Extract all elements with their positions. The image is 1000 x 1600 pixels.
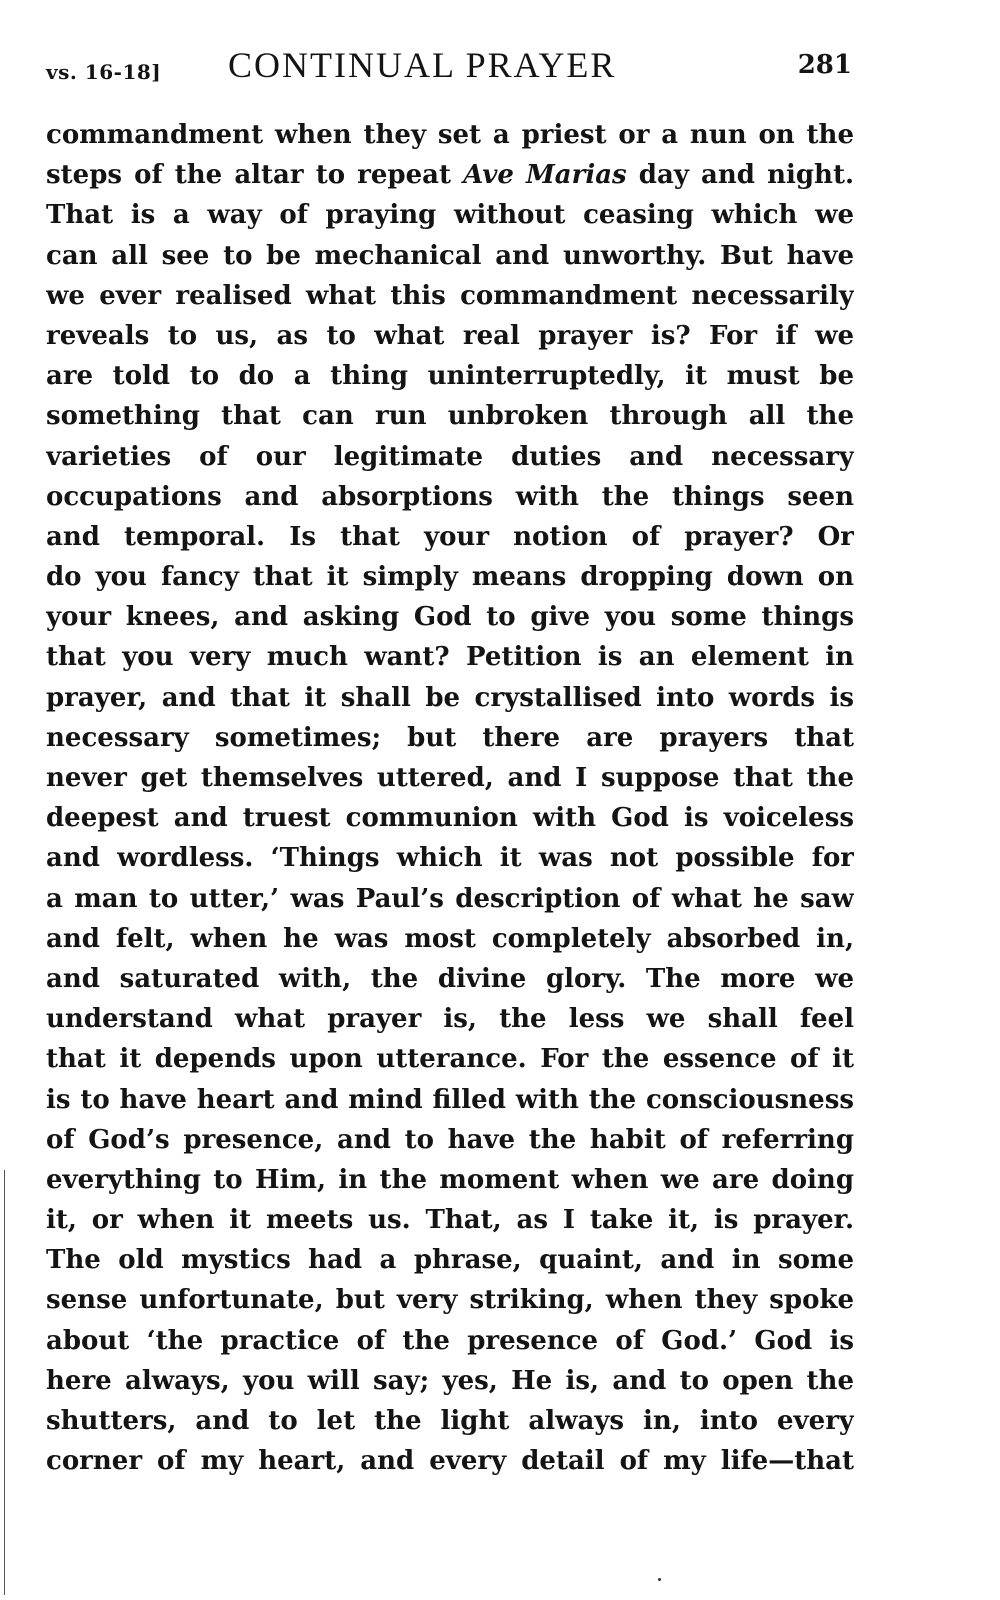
text-segment: steps of the altar to repeat [46, 160, 464, 191]
text-line [46, 155, 854, 195]
text-segment: day and night. [626, 160, 854, 191]
text-line: That is a way of praying without ceasing which we [46, 200, 854, 231]
text-line: necessary sometimes; but there are prayers that [46, 722, 854, 753]
body-text [46, 115, 854, 1481]
text-line: never get themselves uttered, and I suppose that the [46, 763, 854, 793]
chapter-title: CONTINUAL PRAYER [228, 45, 617, 85]
text-line: can all see to be mechanical and unworthy. But have [46, 240, 854, 271]
running-header [46, 44, 856, 94]
text-line: understand what prayer is, the less we shall feel [46, 1004, 854, 1035]
text-line: is to have heart and mind filled with the consciousness [46, 1084, 854, 1115]
text-line: and temporal. Is that your notion of prayer? Or [46, 521, 854, 552]
text-line: about ‘the practice of the presence of God.’ God is [46, 1325, 854, 1356]
text-line: it, or when it meets us. That, as I take it, is prayer. [46, 1205, 854, 1236]
text-line: prayer, and that it shall be crystallised into words is [46, 682, 854, 713]
text-line: The old mystics had a phrase, quaint, and in some [46, 1245, 854, 1276]
text-line: a man to utter,’ was Paul’s description of what he saw [46, 883, 854, 914]
scan-margin-line [4, 1170, 5, 1595]
text-line: deepest and truest communion with God is voiceless [46, 803, 854, 834]
ink-speck [658, 1578, 661, 1581]
italic-phrase: Ave Marias [463, 160, 627, 191]
text-line: here always, you will say; yes, He is, and to open the [46, 1365, 854, 1396]
text-line: that you very much want? Petition is an element in [46, 642, 854, 673]
text-line: of God’s presence, and to have the habit of referring [46, 1124, 854, 1155]
text-line: reveals to us, as to what real prayer is? For if we [46, 320, 854, 351]
text-line: we ever realised what this commandment necessarily [46, 280, 854, 311]
text-line: are told to do a thing uninterruptedly, it must be [46, 361, 854, 392]
text-line: and wordless. ‘Things which it was not possible for [46, 843, 854, 874]
text-line: your knees, and asking God to give you some things [46, 602, 854, 633]
text-line: and saturated with, the divine glory. The more we [46, 963, 854, 994]
text-line: varieties of our legitimate duties and necessary [46, 441, 854, 472]
text-line: something that can run unbroken through all the [46, 401, 854, 432]
text-line: sense unfortunate, but very striking, when they spoke [46, 1285, 854, 1316]
text-line: do you fancy that it simply means dropping down on [46, 562, 854, 593]
text-line: that it depends upon utterance. For the essence of it [46, 1044, 854, 1075]
text-line: everything to Him, in the moment when we are doing [46, 1164, 854, 1195]
text-line: and felt, when he was most completely absorbed in, [46, 923, 854, 954]
text-line: shutters, and to let the light always in, into every [46, 1406, 854, 1436]
text-line: corner of my heart, and every detail of my life—that [46, 1446, 854, 1477]
text-line: commandment when they set a priest or a nun on the [46, 120, 854, 150]
text-line: occupations and absorptions with the things seen [46, 481, 854, 512]
page-number: 281 [797, 50, 852, 80]
verse-reference: vs. 16-18] [46, 60, 162, 84]
